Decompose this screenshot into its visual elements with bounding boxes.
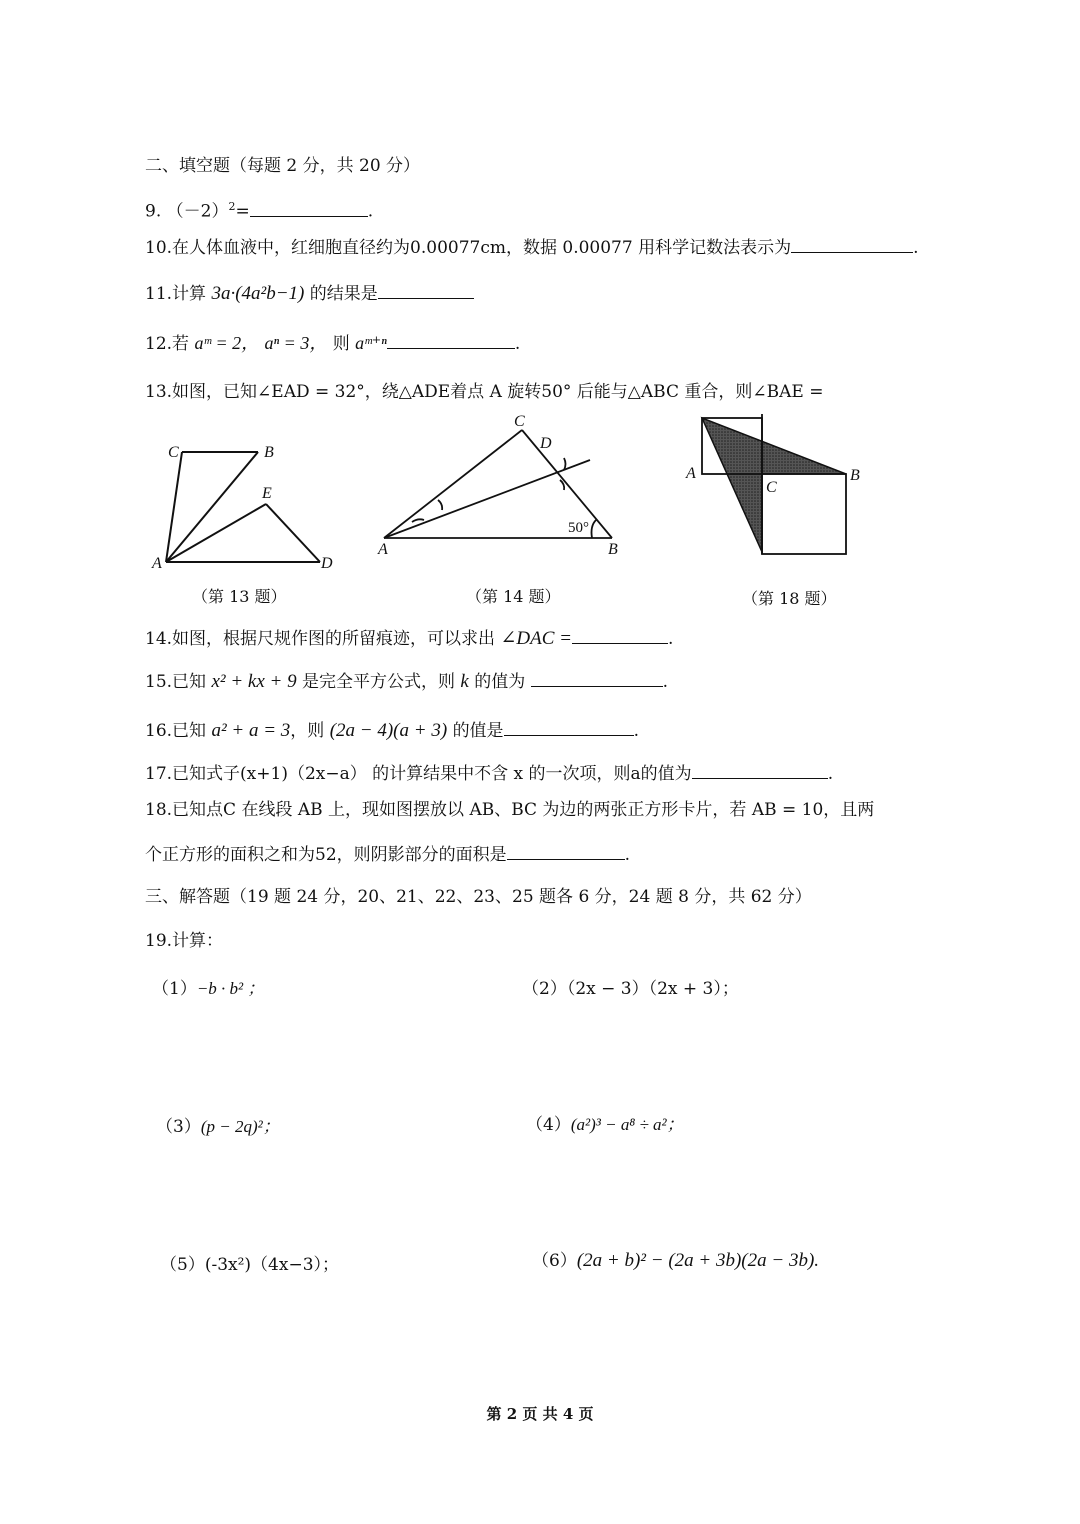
answer-blank-10[interactable] [791,236,913,253]
fig14-arc-1 [412,519,424,522]
fig13-label-c: C [168,444,179,461]
fig14-label-c: C [514,413,525,430]
answer-blank-15[interactable] [531,670,663,687]
section-2-title: 二、填空题（每题 2 分，共 20 分） [145,156,421,176]
q16-num: 16. [145,721,173,741]
fig14-arc-2 [438,500,442,510]
q18-num: 18. [145,800,173,820]
q10-num: 10. [145,238,173,258]
fig13-label-e: E [262,485,272,502]
q19-title: 19.计算： [145,931,224,951]
fig14-label-b: B [608,541,618,558]
q12-end: . [514,334,521,354]
q19-item-6 [532,1246,819,1272]
q14-end: . [667,629,674,649]
q12-num: 12. [145,334,173,354]
q12-expr: aᵐ⁺ⁿ [355,333,387,353]
q19-item-1-expr: −b · b² ； [196,979,265,998]
q18-end: . [624,845,631,865]
q15-expr: x² + kx + 9 [211,671,297,692]
q16-expr-2: (2a − 4)(a + 3) [329,720,448,741]
q9-expr: （－2） [166,201,229,222]
q14-text: 如图，根据尺规作图的所留痕迹，可以求出 [172,629,496,649]
q17-num: 17. [145,764,173,784]
fig14-arc-3 [564,458,566,470]
q19-item-6-expr: (2a + b)² − (2a + 3b)(2a − 3b). [576,1250,820,1271]
answer-blank-18[interactable] [507,843,625,860]
q19-item-2 [522,974,739,999]
q19-item-1 [152,974,264,999]
figure-14 [374,410,634,560]
q12-mid: 则 [332,334,350,354]
q11-post: 的结果是 [309,284,378,304]
q16-end: . [633,721,639,741]
q13-text: 如图，已知∠EAD = 32°，绕△ADE着点 A 旋转50° 后能与△ABC 重合，则∠BAE = [172,382,824,402]
q15-post: 的值为 [474,672,526,692]
q17-text: 已知式子(x+1)（2x−a） 的计算结果中不含 x 的一次项，则a的值为 [172,764,692,784]
q19-item-2-expr: （2x − 3）（2x + 3）； [566,979,739,999]
q17-end: . [827,764,834,784]
fig14-edge-cb [522,430,612,538]
q12-cond-2: aⁿ = 3， [264,333,328,353]
question-9 [145,196,373,223]
q15-end: . [662,672,669,692]
q16-mid: ，则 [290,721,325,741]
question-12 [145,332,520,355]
q14-expr: ∠DAC = [500,628,572,649]
question-10 [145,236,919,259]
fig13-edge-ed [266,504,320,562]
q16-expr-1: a² + a = 3 [211,720,291,741]
q10-text: 在人体血液中，红细胞直径约为0.00077cm，数据 0.00077 用科学记数法表示为 [172,238,792,258]
q19-item-5-label: （5） [160,1255,205,1275]
fig18-label-a: A [686,465,696,482]
q12-cond-1: aᵐ = 2， [194,333,260,353]
figure-13 [150,438,350,578]
fig18-label-c: C [766,479,777,496]
q19-item-5-expr: (-3x²)（4x−3）； [204,1255,340,1275]
figure-13-caption: （第 13 题） [192,587,287,606]
q18-line-1: 已知点C 在线段 AB 上，现如图摆放以 AB、BC 为边的两张正方形卡片，若 AB = 10，且两 [172,800,875,820]
question-13 [145,381,823,403]
q18-line-2: 个正方形的面积之和为52，则阴影部分的面积是 [145,845,507,865]
answer-blank-11[interactable] [378,282,474,299]
fig14-angle-arc [592,520,597,538]
fig13-label-a: A [152,555,162,572]
q14-num: 14. [145,629,173,649]
q19-item-3-expr: (p − 2q)²； [200,1117,280,1136]
q19-item-4-label: （4） [526,1115,571,1135]
question-17 [145,762,833,785]
question-11 [145,282,474,305]
fig13-label-d: D [321,555,333,572]
fig14-bisector [384,460,590,538]
question-18-cont [145,843,630,866]
fig14-angle-label: 50° [568,520,589,536]
q10-end: . [913,238,919,258]
q9-eq: = [235,201,250,222]
q15-num: 15. [145,672,173,692]
fig14-label-a: A [378,541,388,558]
answer-blank-14[interactable] [572,627,668,644]
fig14-arc-4 [560,480,564,490]
section-3-title: 三、解答题（19 题 24 分，20、21、22、23、25 题各 6 分，24 题 8 分，共 62 分） [145,887,812,907]
q15-var: k [460,671,469,692]
fig13-label-b: B [264,444,274,461]
q16-post: 的值是 [452,721,504,741]
q9-exp: 2 [228,200,236,213]
page-footer: 第 2 页 共 4 页 [486,1405,594,1423]
q15-pre: 已知 [172,672,207,692]
question-16 [145,719,639,742]
q19-item-4 [526,1110,684,1135]
q19-item-3 [156,1112,280,1137]
question-14 [145,627,673,650]
question-15 [145,670,668,693]
q19-item-1-label: （1） [152,979,197,999]
fig13-edge-ae [166,504,266,562]
q11-expr: 3a·(4a²b−1) [211,283,305,304]
figure-18 [682,410,882,570]
figure-18-caption: （第 18 题） [742,589,837,608]
answer-blank-16[interactable] [504,719,634,736]
fig14-edge-ac [384,430,522,538]
q11-pre: 计算 [172,284,207,304]
q16-pre: 已知 [172,721,207,741]
fig18-label-b: B [850,467,860,484]
q9-end: . [367,201,374,222]
q12-pre: 若 [172,334,190,354]
answer-blank-9[interactable] [250,200,368,217]
question-18 [145,799,874,821]
figure-14-caption: （第 14 题） [466,587,561,606]
answer-blank-17[interactable] [692,762,828,779]
q19-item-4-expr: (a²)³ − a⁸ ÷ a²； [570,1115,684,1134]
q19-item-2-label: （2） [522,979,567,999]
q13-num: 13. [145,382,173,402]
answer-blank-12[interactable] [387,332,515,349]
q19-item-3-label: （3） [156,1117,201,1137]
q19-item-6-label: （6） [532,1251,577,1271]
fig14-label-d: D [540,435,552,452]
q9-num: 9. [145,201,162,222]
q15-mid: 是完全平方公式，则 [302,672,455,692]
q19-item-5 [160,1250,339,1275]
q11-num: 11. [145,284,173,304]
